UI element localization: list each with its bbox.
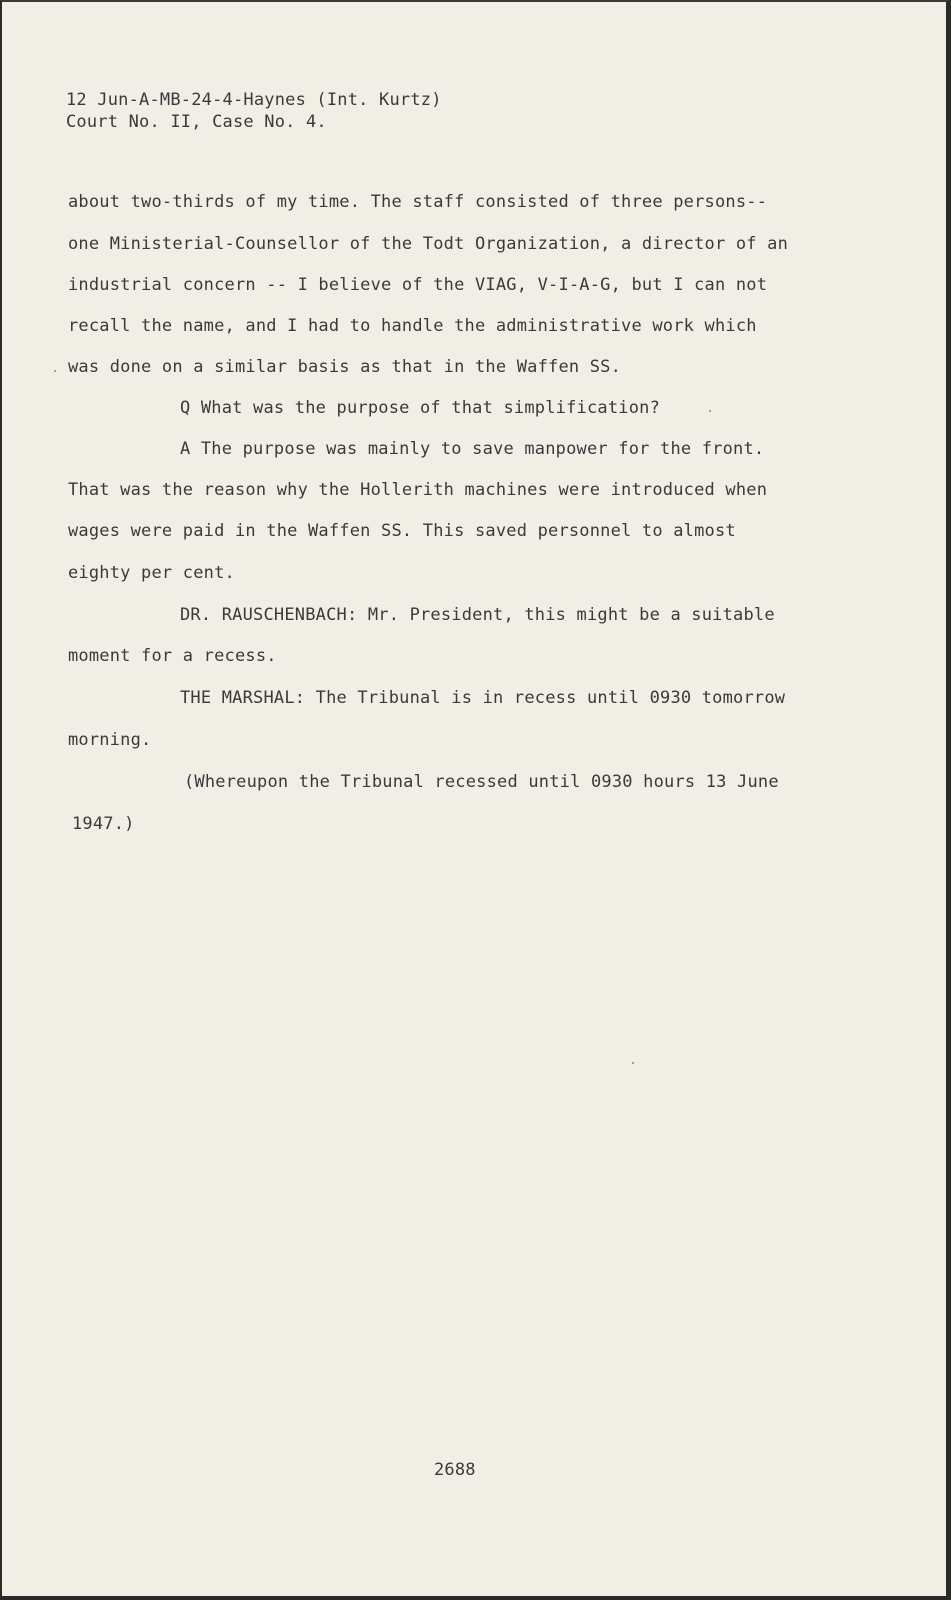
transcript-line: industrial concern -- I believe of the VIAG, V-I-A-G, but I can not [68, 275, 768, 295]
transcript-line: recall the name, and I had to handle the administrative work which [68, 316, 757, 336]
transcript-line: 1947.) [72, 814, 135, 834]
transcript-line: That was the reason why the Hollerith machines were introduced when [68, 480, 768, 500]
header-line-1: 12 Jun-A-MB-24-4-Haynes (Int. Kurtz) [66, 90, 442, 110]
speaker-line: DR. RAUSCHENBACH: Mr. President, this might be a suitable [180, 605, 775, 625]
transcript-line: wages were paid in the Waffen SS. This saved personnel to almost [68, 521, 736, 541]
page-number: 2688 [434, 1460, 476, 1480]
speaker-line: THE MARSHAL: The Tribunal is in recess until 0930 tomorrow [180, 688, 786, 708]
answer-line: A The purpose was mainly to save manpower for the front. [180, 439, 765, 459]
paper-speck [54, 370, 56, 372]
transcript-line: moment for a recess. [68, 646, 277, 666]
paper-speck [632, 1062, 634, 1064]
transcript-line: eighty per cent. [68, 563, 235, 583]
transcript-line: was done on a similar basis as that in the Waffen SS. [68, 357, 622, 377]
question-line: Q What was the purpose of that simplification? [180, 398, 661, 418]
stage-direction-line: (Whereupon the Tribunal recessed until 0930 hours 13 June [184, 772, 779, 792]
transcript-line: one Ministerial-Counsellor of the Todt Organization, a director of an [68, 234, 789, 254]
transcript-line: about two-thirds of my time. The staff consisted of three persons-- [68, 192, 768, 212]
paper-speck [709, 410, 711, 412]
transcript-line: morning. [68, 730, 152, 750]
header-line-2: Court No. II, Case No. 4. [66, 112, 327, 132]
